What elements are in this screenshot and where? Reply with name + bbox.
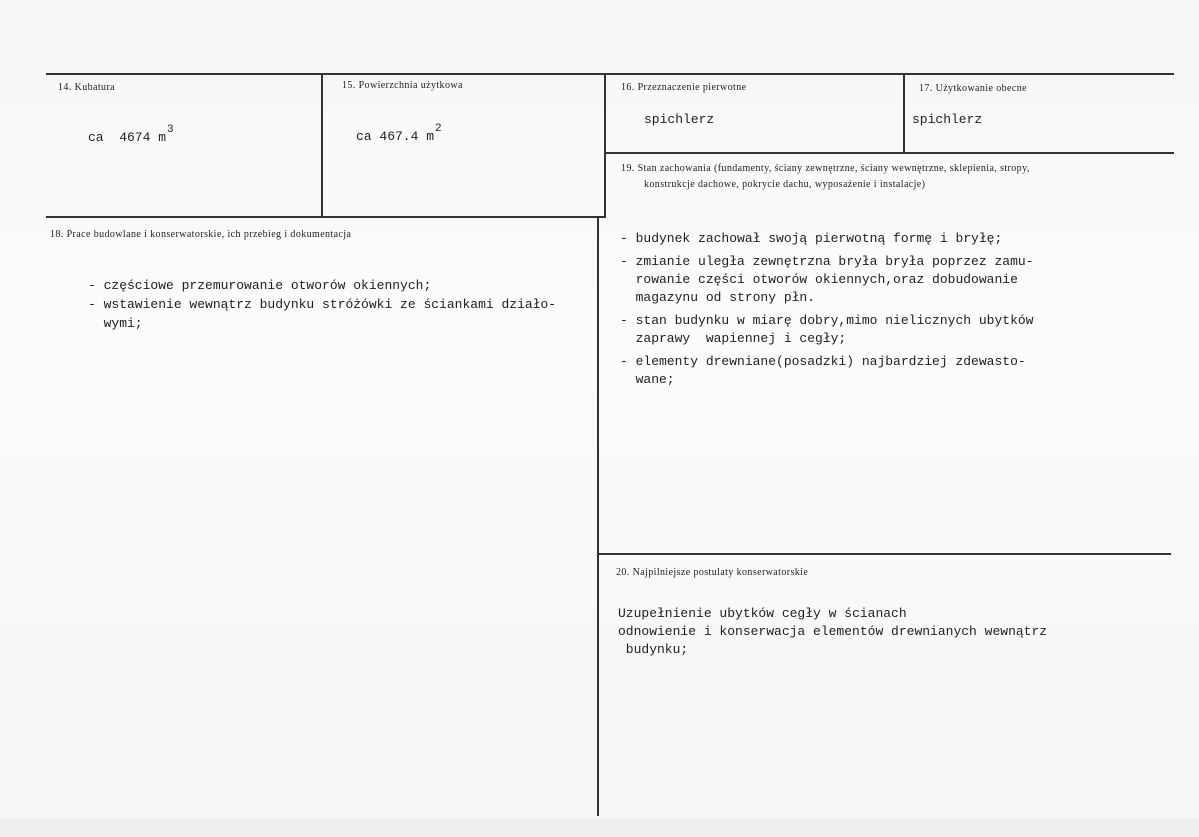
- prace-line-3: wymi;: [88, 316, 143, 331]
- divider-15-16: [604, 73, 606, 218]
- uzytkowanie-value: spichlerz: [912, 112, 983, 127]
- divider-18-19: [597, 216, 599, 816]
- stan-item-3-line-2: zaprawy wapiennej i cegły;: [620, 331, 847, 346]
- divider-16-17: [903, 73, 905, 153]
- rule-above-19: [604, 152, 1174, 154]
- postulaty-line-3: budynku;: [618, 642, 689, 657]
- prace-line-2: - wstawienie wewnątrz budynku stróżówki ze ściankami działo-: [88, 297, 557, 312]
- stan-item-1-line-1: - budynek zachował swoją pierwotną formę i bryłę;: [620, 231, 1003, 246]
- divider-14-15: [321, 73, 323, 218]
- postulaty-line-1: Uzupełnienie ubytków cegły w ścianach: [618, 606, 907, 621]
- kubatura-label: 14. Kubatura: [58, 82, 116, 93]
- powierzchnia-label: 15. Powierzchnia użytkowa: [342, 80, 463, 91]
- page-bottom-edge: [0, 818, 1199, 837]
- top-rule: [46, 73, 1174, 75]
- prace-line-1: - częściowe przemurowanie otworów okiennych;: [88, 278, 432, 293]
- powierzchnia-number: ca 467.4 m: [356, 129, 435, 144]
- stan-item-2-line-3: magazynu od strony płn.: [620, 290, 816, 305]
- stan-item-4-line-1: - elementy drewniane(posadzki) najbardziej zdewasto-: [620, 354, 1026, 369]
- stan-item-2-line-1: - zmianie uległa zewnętrzna bryła bryła poprzez zamu-: [620, 254, 1034, 269]
- rule-above-18: [46, 216, 606, 218]
- powierzchnia-unit-exponent: 2: [435, 123, 442, 135]
- stan-item-4-line-2: wane;: [620, 372, 675, 387]
- przeznaczenie-label: 16. Przeznaczenie pierwotne: [621, 82, 747, 93]
- stan-item-3-line-1: - stan budynku w miarę dobry,mimo nielicznych ubytków: [620, 313, 1034, 328]
- stan-label-line1: 19. Stan zachowania (fundamenty, ściany zewnętrzne, ściany wewnętrzne, sklepienia, stropy,: [621, 163, 1030, 174]
- kubatura-number: ca 4674 m: [88, 130, 167, 145]
- postulaty-line-2: odnowienie i konserwacja elementów drewnianych wewnątrz: [618, 624, 1048, 639]
- stan-item-2-line-2: rowanie części otworów okiennych,oraz dobudowanie: [620, 272, 1018, 287]
- przeznaczenie-value: spichlerz: [644, 112, 715, 127]
- rule-above-20: [597, 553, 1171, 555]
- kubatura-unit-exponent: 3: [167, 124, 174, 136]
- postulaty-label: 20. Najpilniejsze postulaty konserwatorskie: [616, 567, 809, 578]
- prace-label: 18. Prace budowlane i konserwatorskie, ich przebieg i dokumentacja: [50, 229, 352, 240]
- uzytkowanie-label: 17. Użytkowanie obecne: [919, 83, 1027, 94]
- powierzchnia-value: [356, 123, 442, 148]
- stan-label-line2: konstrukcje dachowe, pokrycie dachu, wyposażenie i instalacje): [644, 179, 926, 190]
- kubatura-value: [88, 124, 174, 149]
